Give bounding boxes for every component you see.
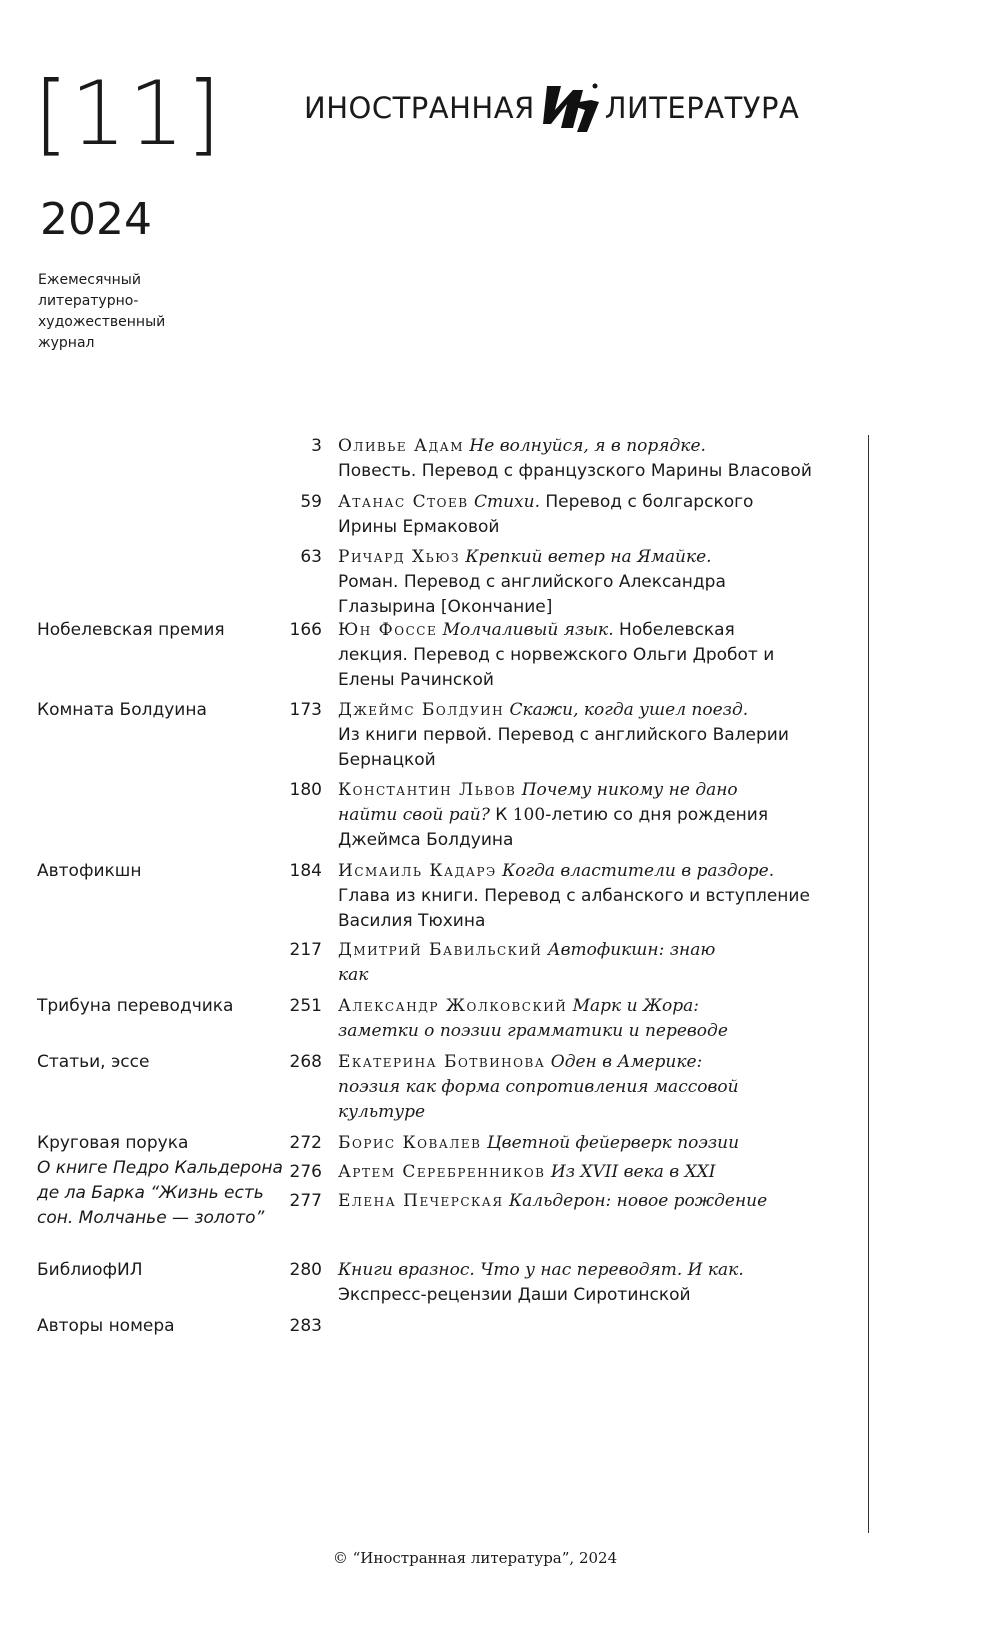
entry-author: Артем Серебренников bbox=[338, 1162, 546, 1182]
entry-title: Автофикшн: знаю bbox=[547, 940, 716, 960]
entry-desc: Василия Тюхина bbox=[338, 911, 486, 931]
section-sublabel: де ла Барка “Жизнь есть bbox=[37, 1183, 264, 1203]
entry-author: Дмитрий Бавильский bbox=[338, 940, 543, 960]
toc-entry bbox=[338, 778, 848, 853]
section-label: Нобелевская премия bbox=[37, 620, 225, 640]
page-number: 277 bbox=[289, 1191, 322, 1211]
entry-title: Не волнуйся, я в порядке. bbox=[469, 436, 706, 456]
il-logo-icon bbox=[539, 80, 601, 136]
page-number: 184 bbox=[289, 861, 322, 881]
entry-title: Молчаливый язык. bbox=[442, 620, 614, 640]
tagline-line: Ежемесячный bbox=[38, 272, 141, 288]
entry-author: Константин Львов bbox=[338, 780, 517, 800]
toc-entry bbox=[338, 938, 848, 988]
vertical-rule bbox=[868, 435, 869, 1533]
entry-author: Атанас Стоев bbox=[338, 492, 469, 512]
page-number: 251 bbox=[289, 996, 322, 1016]
toc-entry bbox=[338, 1258, 848, 1308]
entry-title: Когда властители в раздоре. bbox=[502, 861, 775, 881]
entry-title: Кальдерон: новое рождение bbox=[509, 1191, 768, 1211]
entry-title: Цветной фейерверк поэзии bbox=[486, 1133, 740, 1153]
entry-desc: Перевод с болгарского bbox=[545, 492, 754, 512]
section-label: Автофикшн bbox=[37, 861, 142, 881]
entry-title: Книги вразнос. Что у нас переводят. И как. bbox=[338, 1260, 744, 1280]
entry-author: Джеймс Болдуин bbox=[338, 700, 505, 720]
entry-desc: Бернацкой bbox=[338, 750, 436, 770]
section-sublabel: сон. Молчанье — золото” bbox=[37, 1208, 265, 1228]
entry-desc: Повесть. Перевод с французского Марины Власовой bbox=[338, 461, 812, 481]
entry-desc: Глазырина [Окончание] bbox=[338, 597, 553, 617]
entry-author: Борис Ковалев bbox=[338, 1133, 482, 1153]
entry-desc: Ирины Ермаковой bbox=[338, 517, 500, 537]
entry-author: Александр Жолковский bbox=[338, 996, 568, 1016]
page-number: 166 bbox=[289, 620, 322, 640]
journal-tagline bbox=[38, 270, 188, 354]
entry-desc: лекция. Перевод с норвежского Ольги Дробот и bbox=[338, 645, 775, 665]
page-number: 59 bbox=[300, 492, 322, 512]
page-number: 63 bbox=[300, 547, 322, 567]
entry-number: 100 bbox=[512, 805, 546, 825]
entry-title: поэзия как форма сопротивления массовой bbox=[338, 1077, 739, 1097]
toc-entry bbox=[338, 1131, 848, 1156]
entry-title: Марк и Жора: bbox=[572, 996, 700, 1016]
toc-entry bbox=[338, 1050, 848, 1125]
entry-title: Скажи, когда ушел поезд. bbox=[509, 700, 749, 720]
entry-desc: Из книги первой. Перевод с английского Валерии bbox=[338, 725, 789, 745]
entry-title: Крепкий ветер на Ямайке. bbox=[465, 547, 712, 567]
toc-entry bbox=[338, 545, 848, 620]
issue-year: 2024 bbox=[40, 194, 152, 245]
entry-title: Почему никому не дано bbox=[521, 780, 738, 800]
section-label: БиблиофИЛ bbox=[37, 1260, 143, 1280]
tagline-line: журнал bbox=[38, 335, 95, 351]
section-label: Трибуна переводчика bbox=[37, 996, 234, 1016]
entry-author: Елена Печерская bbox=[338, 1191, 504, 1211]
entry-title: как bbox=[338, 965, 369, 985]
entry-desc: Елены Рачинской bbox=[338, 670, 494, 690]
entry-desc: Нобелевская bbox=[619, 620, 735, 640]
entry-desc: -летию со дня рождения bbox=[545, 805, 769, 825]
toc-entry bbox=[338, 618, 848, 693]
entry-title: найти свой рай? bbox=[338, 805, 490, 825]
page-number: 268 bbox=[289, 1052, 322, 1072]
masthead-left: ИНОСТРАННАЯ bbox=[304, 91, 535, 125]
entry-desc: К bbox=[495, 805, 508, 825]
masthead bbox=[304, 78, 799, 138]
entry-desc: Глава из книги. Перевод с албанского и вступление bbox=[338, 886, 810, 906]
page-number: 280 bbox=[289, 1260, 322, 1280]
entry-desc: Джеймса Болдуина bbox=[338, 830, 514, 850]
toc-entry bbox=[338, 1160, 848, 1185]
entry-title: Стихи. bbox=[473, 492, 540, 512]
entry-author: Оливье Адам bbox=[338, 436, 464, 456]
entry-author: Ричард Хьюз bbox=[338, 547, 460, 567]
masthead-right: ЛИТЕРАТУРА bbox=[604, 91, 800, 125]
entry-author: Исмаиль Кадарэ bbox=[338, 861, 497, 881]
tagline-line: литературно- bbox=[38, 293, 139, 309]
entry-desc: Экспресс-рецензии Даши Сиротинской bbox=[338, 1285, 691, 1305]
section-label: Круговая порука bbox=[37, 1133, 189, 1153]
page-number: 276 bbox=[289, 1162, 322, 1182]
toc-entry bbox=[338, 698, 848, 773]
page-number: 180 bbox=[289, 780, 322, 800]
entry-author: Екатерина Ботвинова bbox=[338, 1052, 546, 1072]
toc-entry bbox=[338, 434, 848, 484]
page-number: 272 bbox=[289, 1133, 322, 1153]
section-label: Авторы номера bbox=[37, 1316, 175, 1336]
entry-title: культуре bbox=[338, 1102, 426, 1122]
tagline-line: художественный bbox=[38, 314, 166, 330]
section-label: Статьи, эссе bbox=[37, 1052, 150, 1072]
entry-title: Оден в Америке: bbox=[550, 1052, 703, 1072]
section-sublabel: О книге Педро Кальдерона bbox=[37, 1158, 283, 1178]
page-number: 217 bbox=[289, 940, 322, 960]
entry-desc: Роман. Перевод с английского Александра bbox=[338, 572, 726, 592]
page-number: 3 bbox=[311, 436, 322, 456]
toc-entry bbox=[338, 490, 848, 540]
toc-entry bbox=[338, 859, 848, 934]
copyright: © “Иностранная литература”, 2024 bbox=[332, 1549, 618, 1567]
page-number: 173 bbox=[289, 700, 322, 720]
issue-number: [11] bbox=[34, 62, 223, 165]
section-label: Комната Болдуина bbox=[37, 700, 207, 720]
entry-title: заметки о поэзии грамматики и переводе bbox=[338, 1021, 728, 1041]
entry-title: Из XVII века в XXI bbox=[550, 1162, 716, 1182]
entry-author: Юн Фоссе bbox=[338, 620, 438, 640]
toc-entry bbox=[338, 994, 848, 1044]
toc-entry bbox=[338, 1189, 848, 1214]
page-number: 283 bbox=[289, 1316, 322, 1336]
